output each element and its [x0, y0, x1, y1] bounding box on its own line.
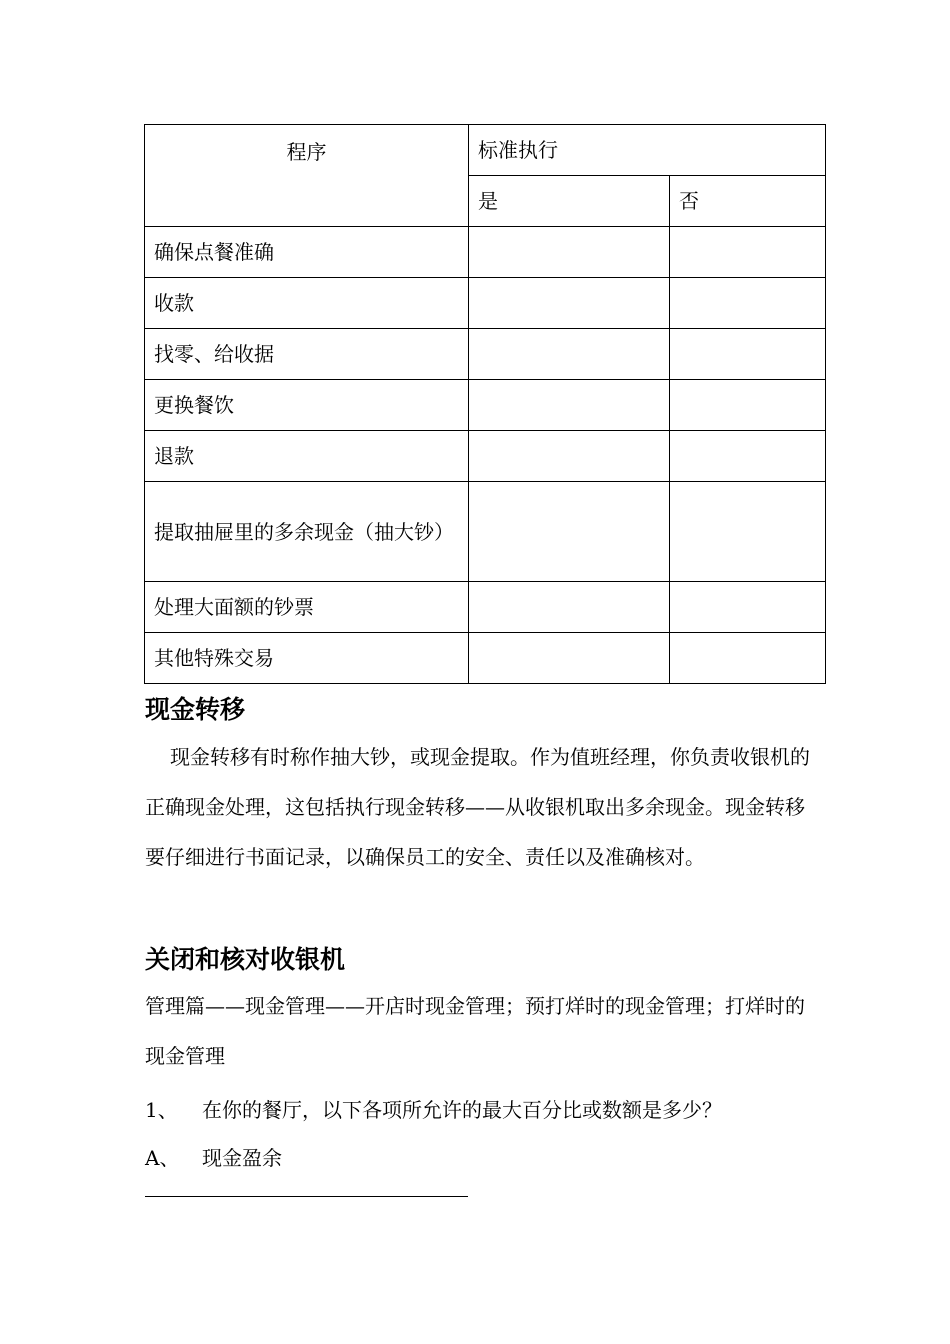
yes-cell — [469, 278, 670, 329]
item-letter: A、 — [145, 1146, 180, 1170]
table-row — [145, 431, 826, 482]
procedure-cell: 更换餐饮 — [145, 380, 469, 431]
section-heading-close-register: 关闭和核对收银机 — [145, 945, 346, 974]
header-procedure: 程序 — [145, 125, 469, 227]
yes-cell — [469, 380, 670, 431]
procedure-cell: 确保点餐准确 — [145, 227, 469, 278]
procedure-cell: 处理大面额的钞票 — [145, 582, 469, 633]
table-row — [145, 482, 826, 582]
table-header-row — [145, 125, 826, 176]
header-yes: 是 — [469, 176, 670, 227]
no-cell — [670, 227, 826, 278]
cash-transfer-paragraph: 现金转移有时称作抽大钞，或现金提取。作为值班经理，你负责收银机的正确现金处理，这包括执行现金转移——从收银机取出多余现金。现金转移要仔细进行书面记录，以确保员工的安全、责任以及准确核对。 — [145, 745, 810, 869]
table-row — [145, 278, 826, 329]
management-paragraph: 管理篇——现金管理——开店时现金管理；预打烊时的现金管理；打烊时的现金管理 — [145, 994, 805, 1068]
yes-cell — [469, 482, 670, 582]
question-text: 在你的餐厅，以下各项所允许的最大百分比或数额是多少？ — [202, 1098, 722, 1122]
table-row — [145, 329, 826, 380]
procedure-cell: 提取抽屉里的多余现金（抽大钞） — [145, 482, 469, 582]
no-cell — [670, 582, 826, 633]
procedure-cell: 收款 — [145, 278, 469, 329]
section-heading-cash-transfer: 现金转移 — [145, 695, 246, 724]
yes-cell — [469, 227, 670, 278]
table-row — [145, 633, 826, 684]
yes-cell — [469, 633, 670, 684]
procedure-table — [144, 124, 826, 684]
yes-cell — [469, 329, 670, 380]
table-row — [145, 582, 826, 633]
procedure-cell: 其他特殊交易 — [145, 633, 469, 684]
no-cell — [670, 431, 826, 482]
no-cell — [670, 633, 826, 684]
procedure-cell: 找零、给收据 — [145, 329, 469, 380]
header-standard: 标准执行 — [469, 125, 826, 176]
no-cell — [670, 278, 826, 329]
item-text: 现金盈余 — [202, 1146, 282, 1170]
no-cell — [670, 482, 826, 582]
question-number: 1、 — [145, 1098, 178, 1122]
header-no: 否 — [670, 176, 826, 227]
no-cell — [670, 329, 826, 380]
no-cell — [670, 380, 826, 431]
table-row — [145, 380, 826, 431]
yes-cell — [469, 431, 670, 482]
table-row — [145, 227, 826, 278]
answer-blank-line[interactable] — [145, 1196, 468, 1197]
yes-cell — [469, 582, 670, 633]
procedure-cell: 退款 — [145, 431, 469, 482]
